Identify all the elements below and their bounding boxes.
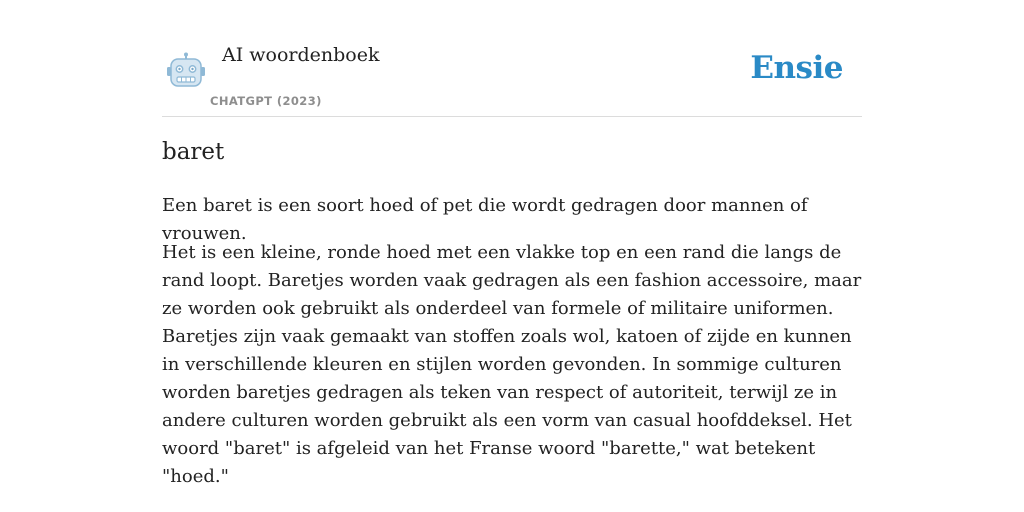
entry-definition: Een baret is een soort hoed of pet die wordt gedragen door mannen of vrouwen. [162,195,808,244]
entry-body: Het is een kleine, ronde hoed met een vlakke top en een rand die langs de rand loopt. Baretjes worden vaak gedragen als een fashion accessoire, maar ze worden ook gebruikt als onderdeel van formele of militaire uniformen. Baretjes zijn vaak gemaakt van stoffen zoals wol, katoen of zijde en kunnen in verschillende kleuren en stijlen worden gevonden. In sommige culturen worden baretjes gedragen als teken van respect of autoriteit, terwijl ze in andere culturen worden gebruikt als een vorm van casual hoofddeksel. Het woord "baret" is afgeleid van het Franse woord "barette," wat betekent "hoed." [162,242,862,487]
entry-term: baret [162,139,225,165]
source-meta: CHATGPT (2023) [210,94,322,108]
robot-icon [166,52,206,88]
source-title: AI woordenboek [222,44,380,66]
ensie-logo[interactable]: Ensie [750,50,843,86]
source-header [162,0,862,117]
dictionary-page [162,0,862,487]
